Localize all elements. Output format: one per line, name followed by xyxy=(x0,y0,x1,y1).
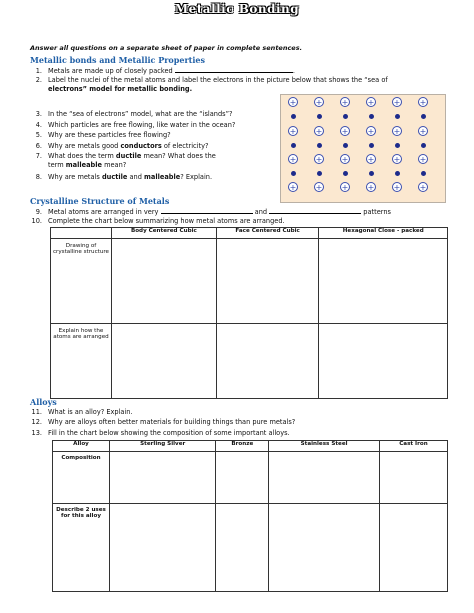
metal-nucleus-icon: + xyxy=(393,98,401,107)
metal-nucleus-icon: + xyxy=(419,183,427,192)
answer-cell[interactable] xyxy=(269,452,380,504)
row-label-explain: Explain how the atoms are arranged xyxy=(51,324,112,399)
answer-blank[interactable] xyxy=(161,207,253,214)
column-header: Stainless Steel xyxy=(269,441,380,452)
metal-nucleus-icon: + xyxy=(341,127,349,136)
metal-nucleus-icon: + xyxy=(367,98,375,107)
electron-dot-icon xyxy=(421,171,426,176)
metal-nucleus-icon: + xyxy=(393,155,401,164)
column-header: Cast Iron xyxy=(379,441,447,452)
row-label-drawing: Drawing of crystalline structure xyxy=(51,239,112,324)
question-7: 7. What does the term ductile mean? What does the term malleable mean? xyxy=(35,152,216,169)
question-12: 12. Why are alloys often better materials for building things than pure metals? xyxy=(31,418,296,426)
answer-cell[interactable] xyxy=(379,452,447,504)
metal-nucleus-icon: + xyxy=(315,155,323,164)
electron-dot-icon xyxy=(343,114,348,119)
metal-nucleus-icon: + xyxy=(341,183,349,192)
answer-cell[interactable] xyxy=(216,452,269,504)
answer-cell[interactable] xyxy=(319,239,448,324)
electron-dot-icon xyxy=(343,171,348,176)
electron-dot-icon xyxy=(317,143,322,148)
electron-dot-icon xyxy=(291,114,296,119)
answer-cell[interactable] xyxy=(269,504,380,592)
question-10: 10. Complete the chart below summarizing how metal atoms are arranged. xyxy=(31,217,285,225)
answer-cell[interactable] xyxy=(216,324,319,399)
metal-nucleus-icon: + xyxy=(419,155,427,164)
answer-cell[interactable] xyxy=(112,239,217,324)
electron-dot-icon xyxy=(343,143,348,148)
answer-blank[interactable] xyxy=(175,66,293,73)
electron-dot-icon xyxy=(369,114,374,119)
electron-dot-icon xyxy=(291,171,296,176)
row-label-composition: Composition xyxy=(53,452,110,504)
alloy-composition-table xyxy=(52,440,448,592)
metal-nucleus-icon: + xyxy=(289,98,297,107)
metal-nucleus-icon: + xyxy=(393,183,401,192)
crystal-structure-table xyxy=(50,227,448,399)
metal-nucleus-icon: + xyxy=(341,155,349,164)
electron-dot-icon xyxy=(369,171,374,176)
electron-dot-icon xyxy=(317,171,322,176)
answer-cell[interactable] xyxy=(110,452,216,504)
column-header: Bronze xyxy=(216,441,269,452)
sea-of-electrons-diagram xyxy=(280,94,446,203)
column-header: Body Centered Cubic xyxy=(112,228,217,239)
question-8: 8. Why are metals ductile and malleable? Explain. xyxy=(35,173,213,181)
metal-nucleus-icon: + xyxy=(289,183,297,192)
question-4: 4. Which particles are free flowing, like water in the ocean? xyxy=(35,121,236,129)
answer-cell[interactable] xyxy=(112,324,217,399)
page-title: Metallic Bonding xyxy=(174,2,300,16)
question-11: 11. What is an alloy? Explain. xyxy=(31,408,133,416)
electron-dot-icon xyxy=(395,143,400,148)
question-2: 2. Label the nuclei of the metal atoms and label the electrons in the picture below that shows the “sea of electrons” model for metallic bonding. xyxy=(35,76,388,93)
metal-nucleus-icon: + xyxy=(367,127,375,136)
column-header: Hexagonal Close - packed xyxy=(319,228,448,239)
section-heading-crystalline-structure: Crystalline Structure of Metals xyxy=(30,196,170,206)
column-header: Sterling Silver xyxy=(110,441,216,452)
question-1: 1. Metals are made up of closely packed . xyxy=(35,67,295,75)
column-header: Face Centered Cubic xyxy=(216,228,319,239)
electron-dot-icon xyxy=(317,114,322,119)
question-3: 3. In the “sea of electrons” model, what are the “islands”? xyxy=(35,110,233,118)
answer-cell[interactable] xyxy=(216,239,319,324)
metal-nucleus-icon: + xyxy=(289,127,297,136)
metal-nucleus-icon: + xyxy=(419,127,427,136)
answer-cell[interactable] xyxy=(319,324,448,399)
metal-nucleus-icon: + xyxy=(341,98,349,107)
section-heading-metallic-bonds: Metallic bonds and Metallic Properties xyxy=(30,55,205,65)
question-5: 5. Why are these particles free flowing? xyxy=(35,131,171,139)
electron-dot-icon xyxy=(395,114,400,119)
electron-dot-icon xyxy=(291,143,296,148)
electron-dot-icon xyxy=(421,114,426,119)
answer-cell[interactable] xyxy=(110,504,216,592)
metal-nucleus-icon: + xyxy=(315,98,323,107)
electron-dot-icon xyxy=(369,143,374,148)
metal-nucleus-icon: + xyxy=(315,127,323,136)
section-heading-alloys: Alloys xyxy=(30,397,57,407)
question-6: 6. Why are metals good conductors of electricity? xyxy=(35,142,209,150)
answer-blank[interactable] xyxy=(269,207,361,214)
electron-dot-icon xyxy=(421,143,426,148)
column-header: Alloy xyxy=(53,441,110,452)
answer-cell[interactable] xyxy=(216,504,269,592)
question-13: 13. Fill in the chart below showing the composition of some important alloys. xyxy=(31,429,290,437)
metal-nucleus-icon: + xyxy=(393,127,401,136)
answer-cell[interactable] xyxy=(379,504,447,592)
metal-nucleus-icon: + xyxy=(289,155,297,164)
instructions: Answer all questions on a separate sheet of paper in complete sentences. xyxy=(30,44,303,52)
metal-nucleus-icon: + xyxy=(367,183,375,192)
table-corner xyxy=(51,228,112,239)
metal-nucleus-icon: + xyxy=(315,183,323,192)
metal-nucleus-icon: + xyxy=(367,155,375,164)
row-label-uses: Describe 2 uses for this alloy xyxy=(53,504,110,592)
question-9: 9. Metal atoms are arranged in very and patterns xyxy=(35,208,391,216)
electron-dot-icon xyxy=(395,171,400,176)
metal-nucleus-icon: + xyxy=(419,98,427,107)
